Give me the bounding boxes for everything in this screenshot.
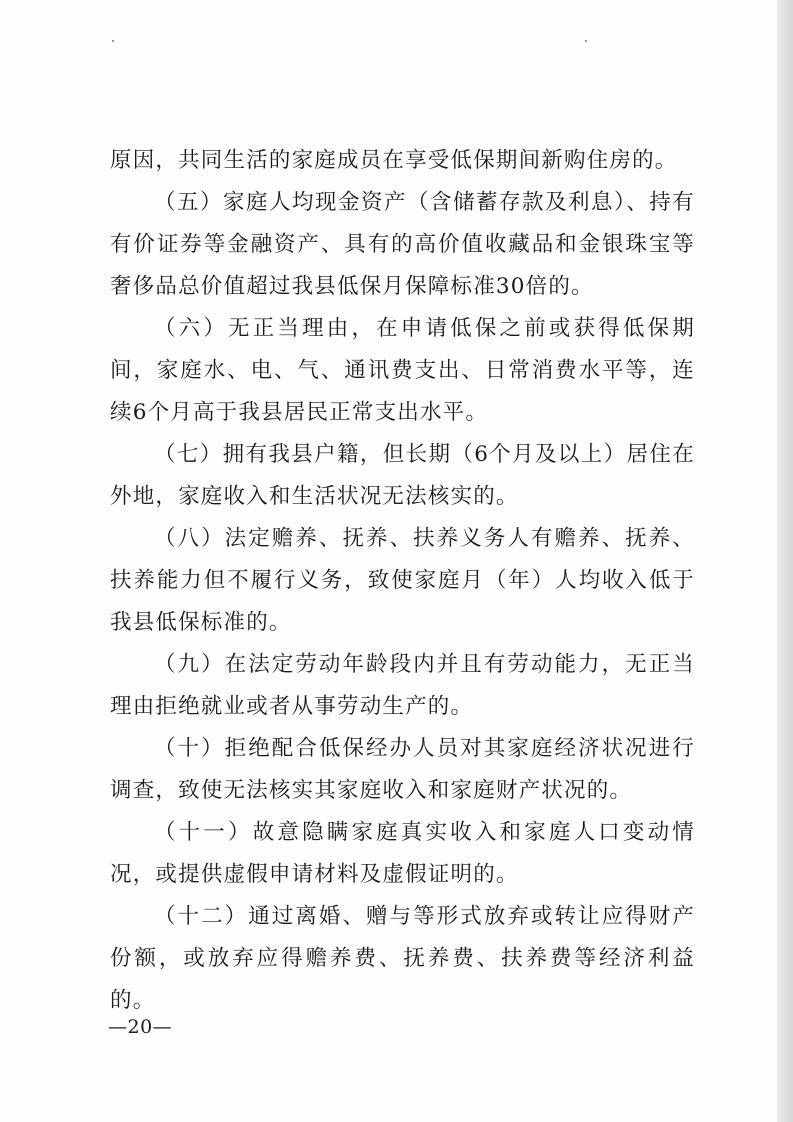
page-number: —20—: [108, 1016, 173, 1038]
paragraph-item-9: （九）在法定劳动年龄段内并且有劳动能力，无正当理由拒绝就业或者从事劳动生产的。: [110, 652, 695, 719]
scan-edge-shadow: [777, 0, 793, 1122]
paragraph-item-7: （七）拥有我县户籍，但长期（6个月及以上）居住在外地，家庭收入和生活状况无法核实的。: [110, 442, 695, 509]
paragraph-continuation: 原因，共同生活的家庭成员在享受低保期间新购住房的。: [110, 148, 678, 173]
paragraph-item-11: （十一）故意隐瞒家庭真实收入和家庭人口变动情况，或提供虚假申请材料及虚假证明的。: [110, 820, 695, 887]
scan-speck: [585, 40, 587, 42]
paragraph-item-10: （十）拒绝配合低保经办人员对其家庭经济状况进行调查，致使无法核实其家庭收入和家庭财产状况的。: [110, 736, 695, 803]
paragraph-item-12: （十二）通过离婚、赠与等形式放弃或转让应得财产份额，或放弃应得赡养费、抚养费、扶养费等经济利益的。: [110, 904, 695, 1013]
document-body: [110, 140, 695, 1022]
paragraph-item-5: （五）家庭人均现金资产（含储蓄存款及利息）、持有有价证券等金融资产、具有的高价值收藏品和金银珠宝等奢侈品总价值超过我县低保月保障标准30倍的。: [110, 190, 695, 299]
scan-speck: [112, 40, 114, 42]
paragraph-item-6: （六）无正当理由，在申请低保之前或获得低保期间，家庭水、电、气、通讯费支出、日常消费水平等，连续6个月高于我县居民正常支出水平。: [110, 316, 695, 425]
paragraph-item-8: （八）法定赡养、抚养、扶养义务人有赡养、抚养、扶养能力但不履行义务，致使家庭月（年）人均收入低于我县低保标准的。: [110, 526, 695, 635]
